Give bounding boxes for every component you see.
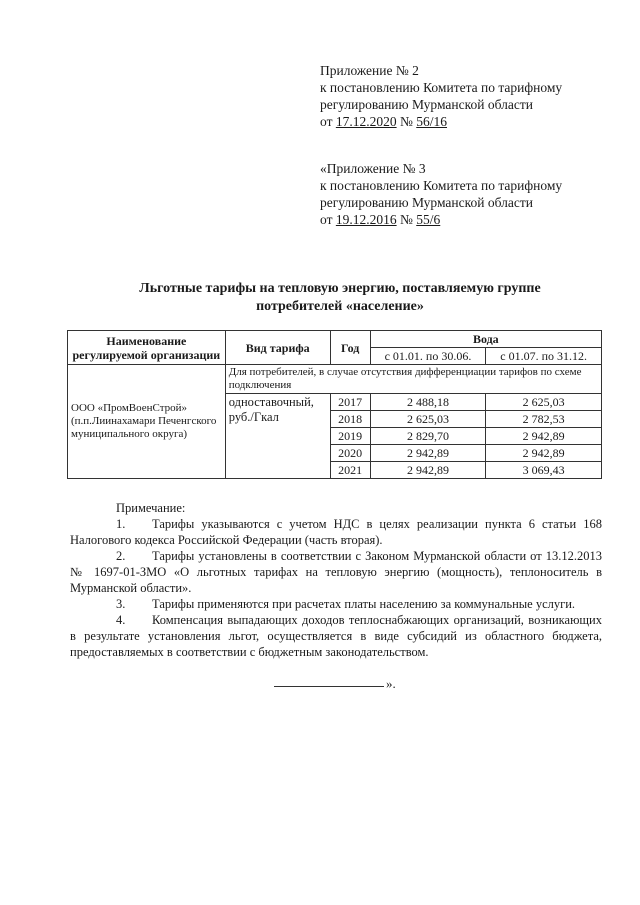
- header-tariff-type: Вид тарифа: [225, 331, 330, 365]
- table-note-cell: Для потребителей, в случае отсутствия дифференциации тарифов по схеме подключения: [225, 365, 601, 394]
- org-name-cell: ООО «ПромВоенСтрой» (п.п.Лиинахамари Печенгского муниципального округа): [68, 365, 226, 479]
- title-line2: потребителей «население»: [256, 299, 424, 314]
- appendix-2-number-prefix: №: [396, 114, 417, 129]
- year-cell: 2021: [330, 462, 370, 479]
- note-text: Тарифы указываются с учетом НДС в целях реализации пункта 6 статьи 168 Налогового кодекса Российской Федерации (часть вторая).: [70, 517, 602, 547]
- note-item: [70, 612, 602, 660]
- appendix-3-line3: регулированию Мурманской области: [320, 195, 533, 210]
- appendix-3-number-prefix: №: [396, 212, 417, 227]
- note-text: Тарифы применяются при расчетах платы населению за коммунальные услуги.: [152, 597, 576, 611]
- notes-section: [70, 500, 602, 660]
- period1-cell: 2 942,89: [370, 445, 486, 462]
- tariff-type-blank-cell: [225, 428, 330, 479]
- appendix-2-number: 56/16: [416, 114, 448, 129]
- period2-cell: 3 069,43: [486, 462, 602, 479]
- note-text: Компенсация выпадающих доходов теплоснабжающих организаций, возникающих в результате установления льгот, осуществляется в виде субсидий из областного бюджета, предоставляемых в соответствии с бюджетным законодательством.: [70, 613, 602, 659]
- appendix-2-line1: Приложение № 2: [320, 63, 419, 78]
- appendix-3-line2: к постановлению Комитета по тарифному: [320, 178, 563, 193]
- header-period2: с 01.07. по 31.12.: [486, 348, 602, 365]
- document-title: [70, 280, 610, 316]
- year-cell: 2017: [330, 394, 370, 411]
- year-cell: 2020: [330, 445, 370, 462]
- year-cell: 2018: [330, 411, 370, 428]
- note-number: 2.: [116, 549, 126, 563]
- appendix-2-date: 17.12.2020: [335, 114, 397, 129]
- appendix-3-header: [320, 160, 562, 228]
- period1-cell: 2 488,18: [370, 394, 486, 411]
- header-org: Наименование регулируемой организации: [68, 331, 226, 365]
- note-item: [70, 516, 602, 548]
- table-note-row: [68, 365, 602, 394]
- appendix-3-from: от: [320, 212, 336, 227]
- period1-cell: 2 625,03: [370, 411, 486, 428]
- period2-cell: 2 782,53: [486, 411, 602, 428]
- note-text: Тарифы установлены в соответствии с Законом Мурманской области от 13.12.2013 № 1697-01-ЗМО «О льготных тарифах на тепловую энергию (мощность), теплоноситель в Мурманской области».: [70, 549, 602, 595]
- table-header-row: [68, 331, 602, 348]
- tariff-type-cell: одноставочный, руб./Гкал: [225, 394, 330, 428]
- period2-cell: 2 942,89: [486, 445, 602, 462]
- appendix-2-line3: регулированию Мурманской области: [320, 97, 533, 112]
- tariff-table: [67, 330, 602, 479]
- header-period1: с 01.01. по 30.06.: [370, 348, 486, 365]
- note-number: 1.: [116, 517, 126, 531]
- appendix-2-line4: [320, 113, 562, 130]
- period2-cell: 2 942,89: [486, 428, 602, 445]
- header-year: Год: [330, 331, 370, 365]
- appendix-3-line1: «Приложение № 3: [320, 161, 426, 176]
- appendix-2-header: [320, 62, 562, 130]
- note-item: [70, 548, 602, 596]
- appendix-2-line2: к постановлению Комитета по тарифному: [320, 80, 563, 95]
- appendix-3-line4: [320, 211, 562, 228]
- header-water: Вода: [370, 331, 601, 348]
- year-cell: 2019: [330, 428, 370, 445]
- note-item: [70, 596, 602, 612]
- period1-cell: 2 829,70: [370, 428, 486, 445]
- period2-cell: 2 625,03: [486, 394, 602, 411]
- footer-divider: [274, 686, 384, 687]
- appendix-2-from: от: [320, 114, 336, 129]
- note-number: 4.: [116, 613, 126, 627]
- title-line1: Льготные тарифы на тепловую энергию, поставляемую группе: [139, 281, 541, 296]
- closing-quote-mark: ».: [386, 676, 396, 691]
- notes-heading: Примечание:: [116, 501, 186, 515]
- period1-cell: 2 942,89: [370, 462, 486, 479]
- note-number: 3.: [116, 597, 126, 611]
- appendix-3-number: 55/6: [416, 212, 441, 227]
- appendix-3-date: 19.12.2016: [335, 212, 397, 227]
